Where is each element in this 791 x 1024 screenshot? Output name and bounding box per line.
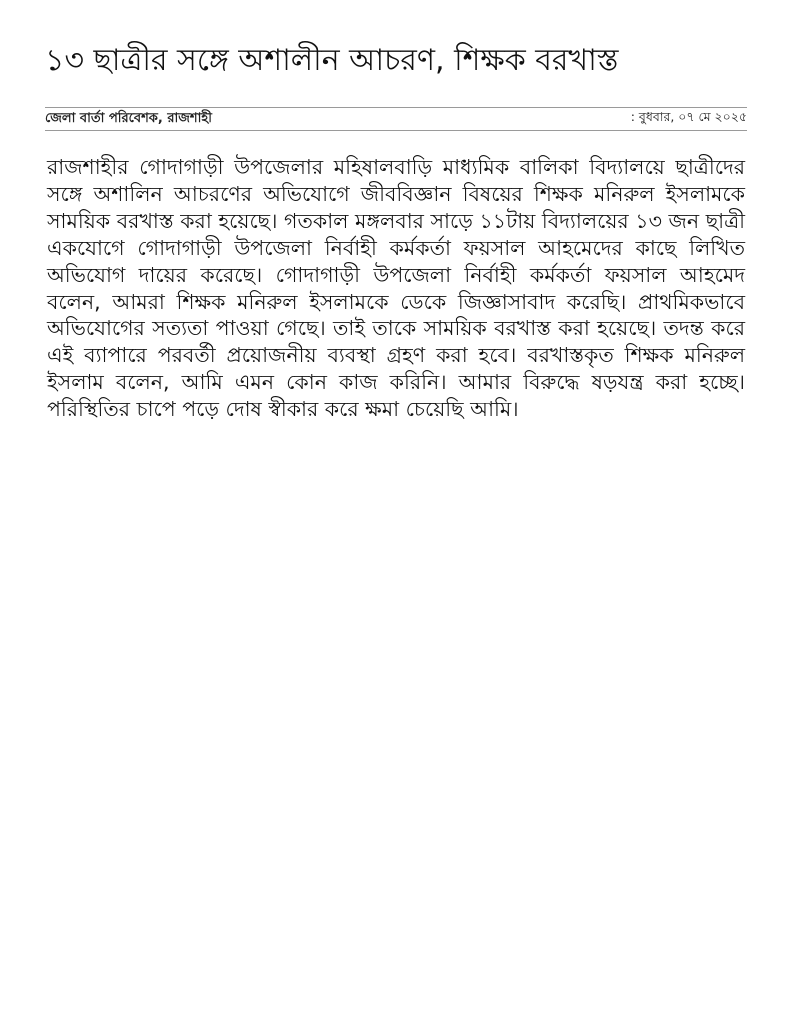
byline-bar: [45, 107, 747, 131]
byline-source: জেলা বার্তা পরিবেশক, রাজশাহী: [45, 110, 212, 126]
publish-date: : বুধবার, ০৭ মে ২০২৫: [630, 109, 747, 124]
article-headline: ১৩ ছাত্রীর সঙ্গে অশালীন আচরণ, শিক্ষক বরখাস্ত: [45, 43, 619, 78]
article-body: রাজশাহীর গোদাগাড়ী উপজেলার মহিষালবাড়ি মাধ্যমিক বালিকা বিদ্যালয়ে ছাত্রীদের সঙ্গে অশালিন আচরণের অভিযোগে জীববিজ্ঞান বিষয়ের শিক্ষক মনিরুল ইসলামকে সাময়িক বরখাস্ত করা হয়েছে। গতকাল মঙ্গলবার সাড়ে ১১টায় বিদ্যালয়ের ১৩ জন ছাত্রী একযোগে গোদাগাড়ী উপজেলা নির্বাহী কর্মকর্তা ফয়সাল আহমেদের কাছে লিখিত অভিযোগ দায়ের করেছে। গোদাগাড়ী উপজেলা নির্বাহী কর্মকর্তা ফয়সাল আহমেদ বলেন, আমরা শিক্ষক মনিরুল ইসলামকে ডেকে জিজ্ঞাসাবাদ করেছি। প্রাথমিকভাবে অভিযোগের সত্যতা পাওয়া গেছে। তাই তাকে সাময়িক বরখাস্ত করা হয়েছে। তদন্ত করে এই ব্যাপারে পরবর্তী প্রয়োজনীয় ব্যবস্থা গ্রহণ করা হবে। বরখাস্তকৃত শিক্ষক মনিরুল ইসলাম বলেন, আমি এমন কোন কাজ করিনি। আমার বিরুদ্ধে ষড়যন্ত্র করা হচ্ছে। পরিস্থিতির চাপে পড়ে দোষ স্বীকার করে ক্ষমা চেয়েছি আমি।: [47, 155, 745, 422]
